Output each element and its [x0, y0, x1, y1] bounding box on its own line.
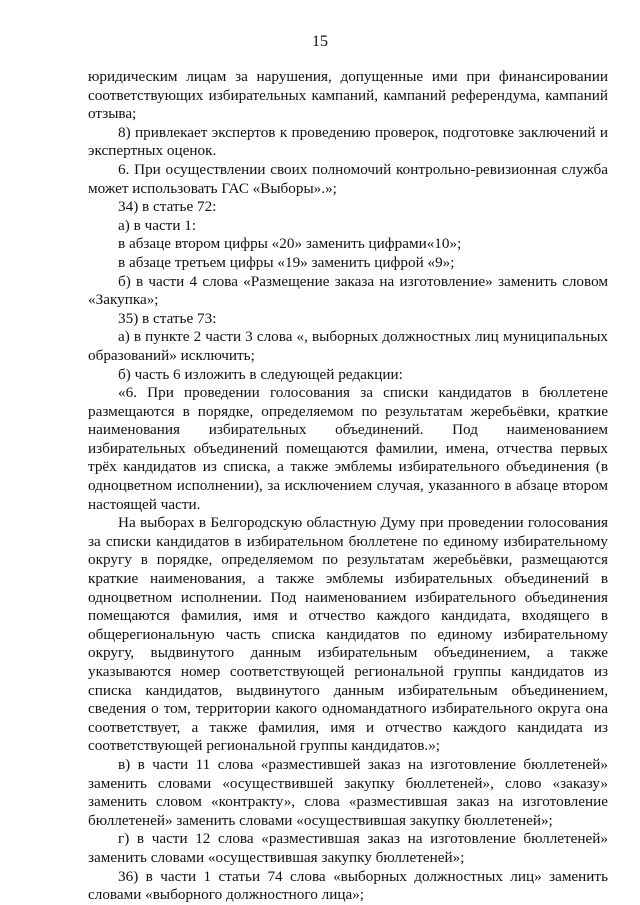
paragraph-item-36: 36) в части 1 статьи 74 слова «выборных должностных лиц» заменить словами «выборного должностного лица»;	[88, 867, 608, 904]
paragraph-sub-b: б) в части 4 слова «Размещение заказа на изготовление» заменить словом «Закупка»;	[88, 272, 608, 309]
paragraph-sub-b-2: б) часть 6 изложить в следующей редакции:	[118, 365, 403, 383]
paragraph-third-abzac: в абзаце третьем цифры «19» заменить цифрой «9»;	[118, 253, 455, 271]
paragraph-quoted-part-6: «6. При проведении голосования за списки кандидатов в бюллетене размещаются в порядке, определяемом по результатам жеребьёвки, краткие наименования избирательных объединений. Под наименованием избирательных объединений помещаются фамилии, имена, отчества первых трёх кандидатов из списка, а также эмблемы избирательного объединения (в одноцветном исполнении), за исключением случая, указанного в абзаце втором настоящей части.	[88, 384, 608, 513]
paragraph-sub-g: г) в части 12 слова «разместившая заказ на изготовление бюллетеней» заменить словами «осуществившая закупку бюллетеней»;	[88, 830, 608, 866]
document-body	[88, 68, 608, 905]
paragraph-item-8: 8) привлекает экспертов к проведению проверок, подготовке заключений и экспертных оценок.	[88, 123, 608, 160]
paragraph-belgorod-duma: На выборах в Белгородскую областную Думу при проведении голосования за списки кандидатов в избирательном бюллетене по единому избирательному округу в порядке, определяемом по результатам жеребьёвки, размещаются краткие наименования, а также эмблемы избирательных объединений в одноцветном исполнении. Под наименованием избирательного объединения помещаются фамилия, имя и отчество каждого кандидата, входящего в общерегиональную часть списка кандидатов по единому избирательному округу, выдвинутого данным избирательным объединением, а также указываются номер соответствующей региональной группы кандидатов из списка кандидатов, выдвинутого данным избирательным объединением, сведения о том, территории какого одномандатного избирательного округа она соответствует, а также фамилия, имя и отчество каждого кандидата из соответствующей региональной группы кандидатов.»;	[88, 514, 608, 755]
paragraph-continuation: юридическим лицам за нарушения, допущенные ими при финансировании соответствующих избирательных кампаний, кампаний референдума, кампаний отзыва;	[88, 68, 608, 123]
paragraph-sub-a: а) в части 1:	[118, 216, 197, 234]
paragraph-point-6: 6. При осуществлении своих полномочий контрольно-ревизионная служба может использовать ГАС «Выборы».»;	[88, 160, 608, 197]
paragraph-sub-v: в) в части 11 слова «разместившей заказ на изготовление бюллетеней» заменить словами «осуществившей закупку бюллетеней», слово «заказу» заменить словом «контракту», слова «разместившая заказ на изготовление бюллетеней» заменить словами «осуществившая закупку бюллетеней»;	[88, 755, 608, 829]
page-number: 15	[312, 33, 328, 50]
paragraph-item-35: 35) в статье 73:	[118, 309, 217, 327]
paragraph-sub-a-2: а) в пункте 2 части 3 слова «, выборных должностных лиц муниципальных образований» исключить;	[88, 328, 608, 364]
paragraph-item-34: 34) в статье 72:	[118, 198, 217, 216]
paragraph-second-abzac: в абзаце втором цифры «20» заменить цифрами«10»;	[118, 235, 462, 253]
